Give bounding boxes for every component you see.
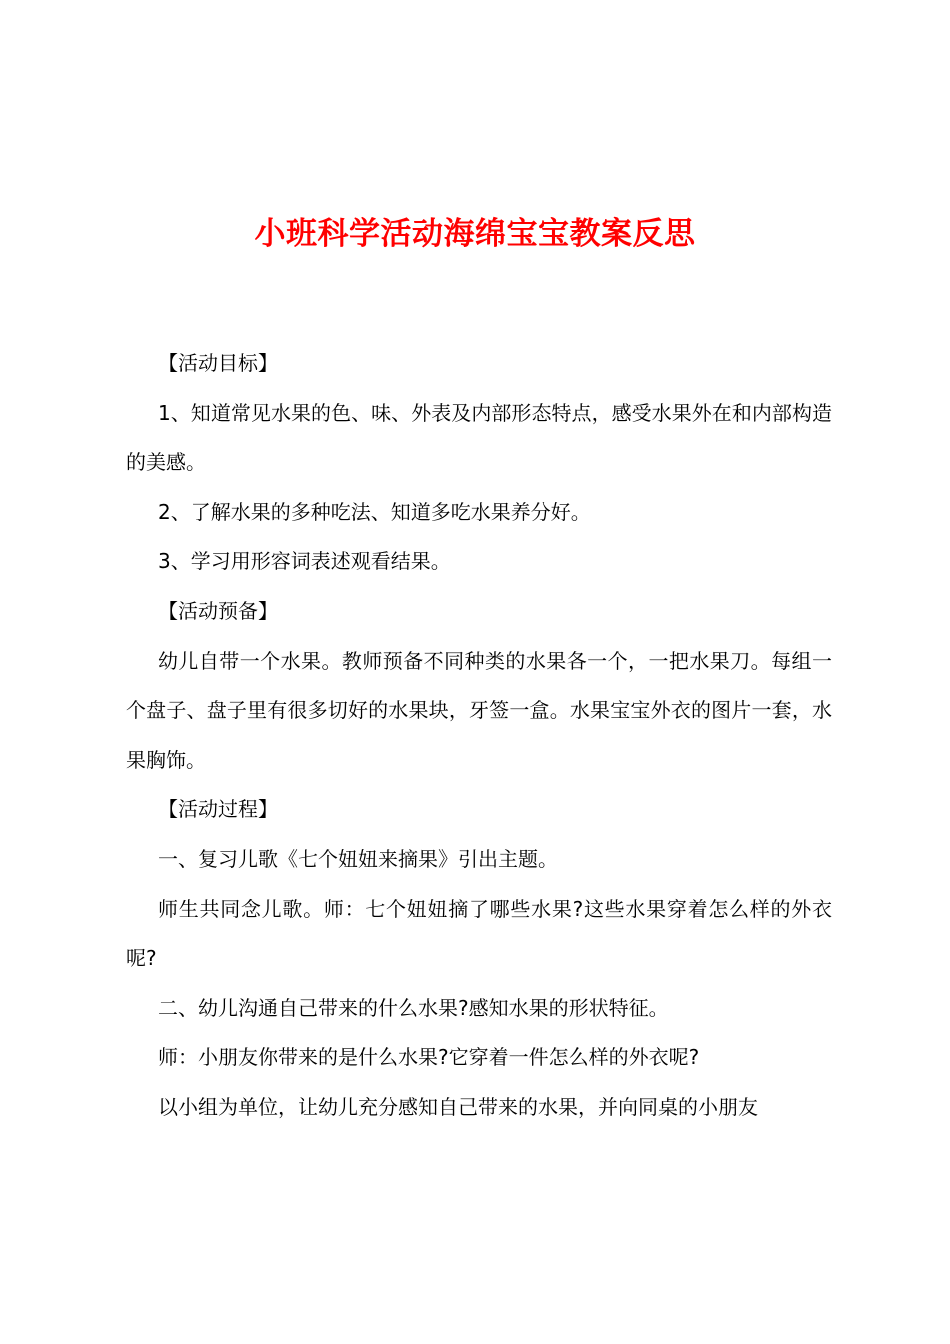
process-step-2: 二、幼儿沟通自己带来的什么水果?感知水果的形状特征。 bbox=[158, 995, 669, 1020]
process-step-2-question: 师：小朋友你带来的是什么水果?它穿着一件怎么样的外衣呢? bbox=[158, 1045, 700, 1070]
objective-2: 2、了解水果的多种吃法、知道多吃水果养分好。 bbox=[158, 499, 591, 524]
page-title: 小班科学活动海绵宝宝教案反思 bbox=[254, 216, 696, 252]
document-body bbox=[126, 339, 832, 1133]
process-step-2-detail: 以小组为单位，让幼儿充分感知自己带来的水果，并向同桌的小朋友 bbox=[158, 1094, 758, 1119]
objective-1: 1、知道常见水果的色、味、外表及内部形态特点，感受水果外在和内部构造的美感。 bbox=[126, 400, 832, 475]
section-heading-objectives: 【活动目标】 bbox=[158, 351, 278, 375]
process-step-1: 一、复习儿歌《七个妞妞来摘果》引出主题。 bbox=[158, 846, 558, 871]
objective-3: 3、学习用形容词表述观看结果。 bbox=[158, 549, 451, 574]
section-heading-preparation: 【活动预备】 bbox=[158, 598, 278, 623]
section-heading-process: 【活动过程】 bbox=[158, 797, 278, 822]
preparation-text: 幼儿自带一个水果。教师预备不同种类的水果各一个，一把水果刀。每组一个盘子、盘子里有很多切好的水果块，牙签一盒。水果宝宝外衣的图片一套，水果胸饰。 bbox=[126, 648, 832, 772]
process-step-1-detail: 师生共同念儿歌。师：七个妞妞摘了哪些水果?这些水果穿着怎么样的外衣呢? bbox=[126, 896, 832, 971]
